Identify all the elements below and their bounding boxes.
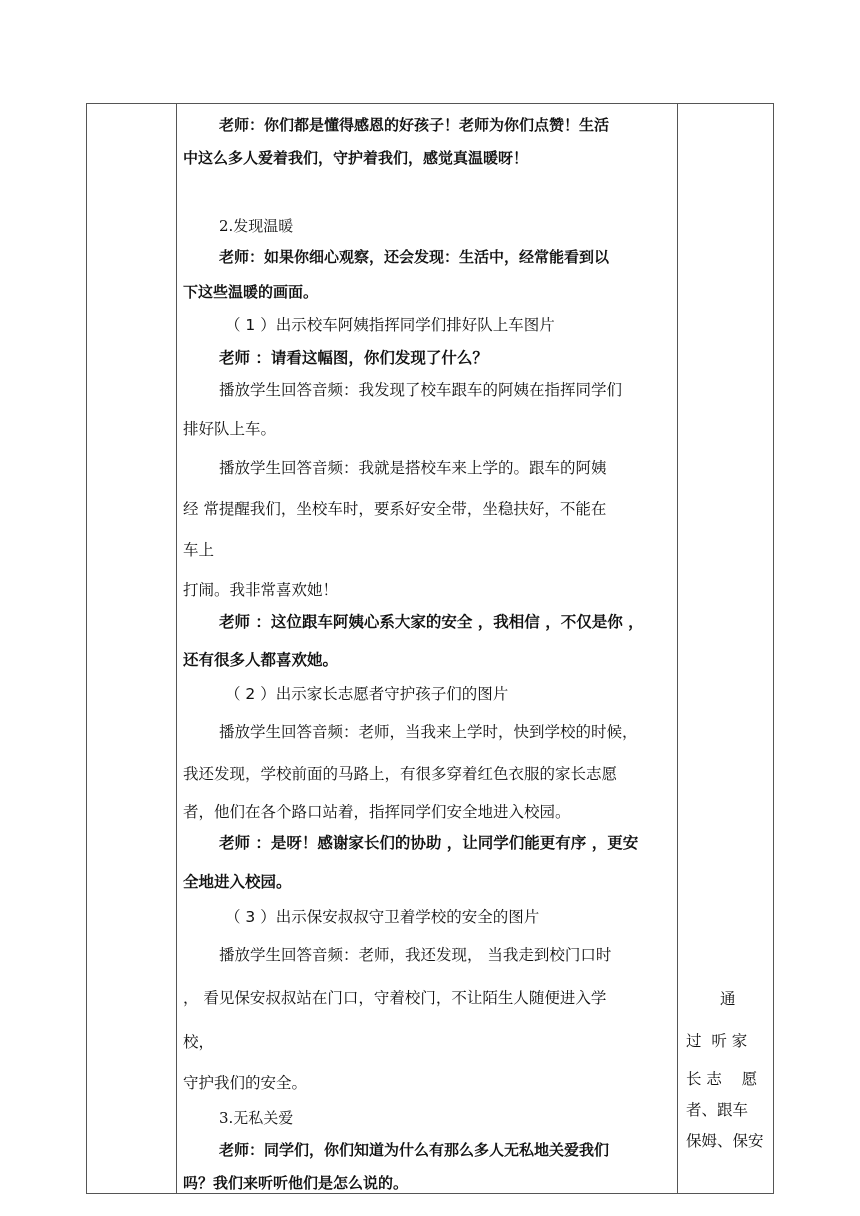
text-line: 校， xyxy=(183,1033,215,1051)
text-line: 播放学生回答音频：我发现了校车跟车的阿姨在指挥同学们 xyxy=(219,381,623,399)
text-line: 经 常提醒我们，坐校车时，要系好安全带，坐稳扶好，不能在 xyxy=(183,500,607,518)
text-line: 全地进入校园。 xyxy=(183,873,292,891)
text-line: 3.无私关爱 xyxy=(219,1109,294,1127)
text-line: （ 1 ）出示校车阿姨指挥同学们排好队上车图片 xyxy=(225,316,555,334)
text-line: （ 2 ）出示家长志愿者守护孩子们的图片 xyxy=(225,685,509,703)
text-line: 2.发现温暖 xyxy=(219,217,294,235)
table-column-divider-left xyxy=(176,104,177,1193)
text-line: 排好队上车。 xyxy=(183,420,277,438)
note-line: 过 听 家 xyxy=(686,1032,748,1050)
text-line: 守护我们的安全。 xyxy=(183,1074,308,1092)
text-line: 播放学生回答音频：老师，当我来上学时，快到学校的时候， xyxy=(219,723,638,741)
note-line: 长 志 愿 xyxy=(686,1070,758,1088)
text-line: 我还发现，学校前面的马路上，有很多穿着红色衣服的家长志愿 xyxy=(183,765,618,783)
text-line: 老师 ：这位跟车阿姨心系大家的安全 ，我相信 ，不仅是你 ， xyxy=(219,613,644,631)
text-line: 吗？我们来听听他们是怎么说的。 xyxy=(183,1174,409,1192)
text-line: 老师 ：是呀！感谢家长们的协助 ，让同学们能更有序 ，更安 xyxy=(219,834,639,852)
text-line: 还有很多人都喜欢她。 xyxy=(183,651,339,669)
note-line: 保姆、保安 xyxy=(686,1132,764,1150)
text-line: （ 3 ）出示保安叔叔守卫着学校的安全的图片 xyxy=(225,908,540,926)
text-line: 中这么多人爱着我们，守护着我们，感觉真温暖呀！ xyxy=(183,149,529,167)
text-line: 老师：你们都是懂得感恩的好孩子！老师为你们点赞！生活 xyxy=(219,116,610,134)
text-line: 下这些温暖的画面。 xyxy=(183,283,319,301)
text-line: 老师：如果你细心观察，还会发现：生活中，经常能看到以 xyxy=(219,248,610,266)
note-line: 者、跟车 xyxy=(686,1101,749,1119)
table-column-divider-right xyxy=(677,104,678,1193)
text-line: 者，他们在各个路口站着，指挥同学们安全地进入校园。 xyxy=(183,803,571,821)
text-line: ， 看见保安叔叔站在门口，守着校门，不让陌生人随便进入学 xyxy=(183,989,607,1007)
text-line: 老师：同学们，你们知道为什么有那么多人无私地关爱我们 xyxy=(219,1141,610,1159)
text-line: 打闹。我非常喜欢她！ xyxy=(183,581,339,599)
text-line: 播放学生回答音频：我就是搭校车来上学的。跟车的阿姨 xyxy=(219,459,607,477)
text-line: 车上 xyxy=(183,541,215,559)
text-line: 播放学生回答音频：老师，我还发现， 当我走到校门口时 xyxy=(219,946,612,964)
text-line: 老师 ：请看这幅图，你们发现了什么？ xyxy=(219,349,488,367)
note-line: 通 xyxy=(720,990,736,1008)
